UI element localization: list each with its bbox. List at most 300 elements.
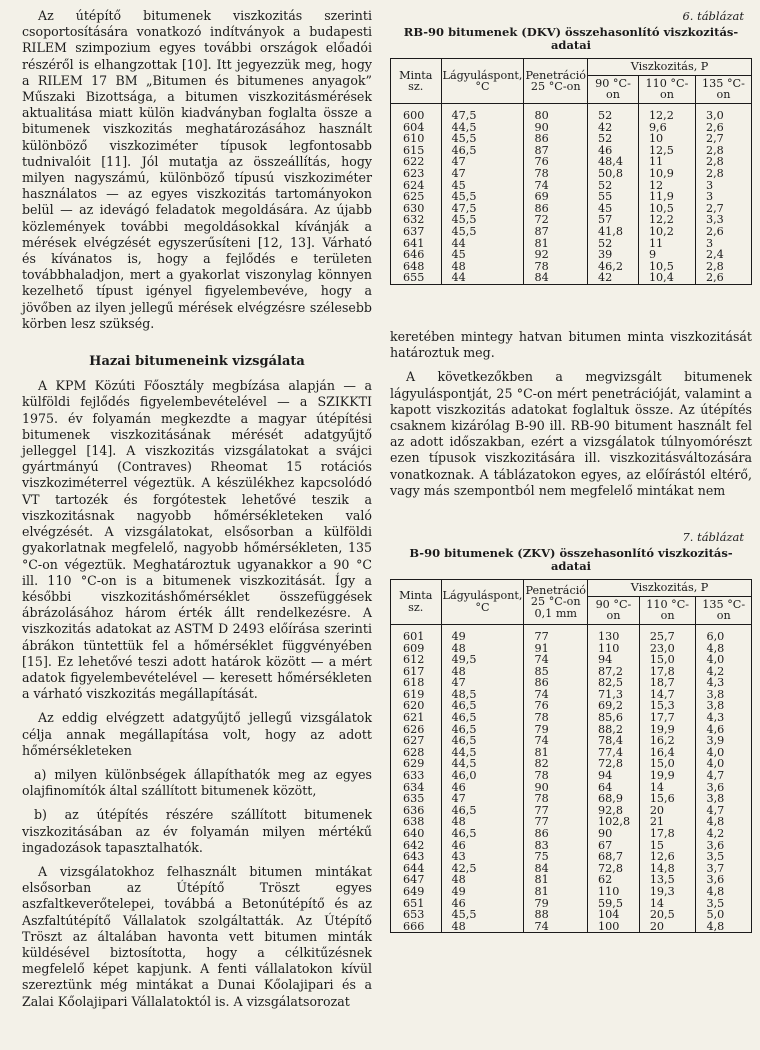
table-cell: 82	[524, 758, 588, 770]
table-cell: 20	[639, 805, 696, 817]
table-cell: 4,8	[696, 816, 752, 828]
table-cell: 2,7	[695, 203, 751, 215]
table-cell: 4,7	[696, 770, 752, 782]
table-cell: 3,6	[696, 874, 752, 886]
table-cell: 10	[638, 133, 695, 145]
table-row	[391, 168, 752, 180]
paragraph-kpm-assignment: A KPM Közúti Főosztály megbízása alapján — a külföldi fejlődés figyelembevételével — a SZIKKTI 1975. év folyamán megkezdte a magyar útépítési bitumenek viszkozitásának mérését adatgyűjtő jelleggel [14]. A viszkozitás vizsgálatokat a svájci gyártmányú (Contraves) Rheomat 15 rotációs viszkoziméterrel végeztük. A készülékhez kapcsolódó VT tartozék és forgótestek lehetővé teszik a viszkozitásnak nagyobb hőmérsékleteken való elvégzését. A vizsgálatokat, elsősorban a külföldi gyakorlatnak megfelelő, nagyobb hőmérsékleten, 135 °C-on végeztük. Meghatároztuk ugyanakkor a 90 °C ill. 110 °C-on is a bitumenek viszkozitását. Így a későbbi viszkozitáshőmérséklet összefüggések ábrázolásához három érték állt rendelkezésre. A viszkozitás adatokat az ASTM D 2493 előírása szerinti ábrákon tüntettük fel a hőmérséklet függvényében [15]. Ez lehetővé teszi adott határok között — a mért adatok figyelembevételével — keresett hőmérsékleten a várható viszkozitás megállapítását.	[22, 378, 372, 702]
table-cell: 21	[639, 816, 696, 828]
table-cell: 619	[391, 689, 442, 701]
table-cell: 110	[588, 886, 640, 898]
table-cell: 52	[588, 180, 639, 192]
table-6-header-penetracio: Penetráció 25 °C-on	[524, 59, 588, 104]
table-cell: 79	[524, 724, 588, 736]
table-cell: 3,3	[695, 214, 751, 226]
table-row	[391, 874, 752, 886]
table-row	[391, 624, 752, 642]
table-cell: 69	[524, 191, 588, 203]
table-cell: 62	[588, 874, 640, 886]
table-cell: 618	[391, 677, 442, 689]
table-row	[391, 666, 752, 678]
table-cell: 43	[441, 851, 524, 863]
table-cell: 46	[441, 898, 524, 910]
table-cell: 47	[441, 156, 524, 168]
section-heading: Hazai bitumeneink vizsgálata	[89, 354, 305, 370]
table-cell: 25,7	[639, 624, 696, 642]
table-cell: 4,8	[696, 921, 752, 933]
table-cell: 624	[391, 180, 442, 192]
table-6-header-110: 110 °C-on	[638, 75, 695, 103]
table-cell: 4,3	[696, 677, 752, 689]
table-row	[391, 758, 752, 770]
table-cell: 42,5	[441, 863, 524, 875]
table-cell: 52	[588, 133, 639, 145]
table-6-body	[391, 103, 752, 284]
table-6-title: RB-90 bitumenek (DKV) összehasonlító viszkozitás-adatai	[403, 25, 739, 53]
table-cell: 632	[391, 214, 442, 226]
table-row	[391, 840, 752, 852]
table-6-header-minta: Minta sz.	[391, 59, 442, 104]
table-cell: 92	[524, 249, 588, 261]
table-cell: 630	[391, 203, 442, 215]
table-cell: 4,2	[696, 828, 752, 840]
table-cell: 88,2	[588, 724, 640, 736]
table-cell: 14	[639, 898, 696, 910]
table-cell: 4,3	[696, 712, 752, 724]
table-row	[391, 214, 752, 226]
table-cell: 4,0	[696, 654, 752, 666]
table-cell: 46	[441, 840, 524, 852]
table-cell: 102,8	[588, 816, 640, 828]
table-cell: 80	[524, 103, 588, 121]
table-cell: 47,5	[441, 203, 524, 215]
table-cell: 3,8	[696, 700, 752, 712]
table-cell: 600	[391, 103, 442, 121]
table-cell: 2,6	[695, 122, 751, 134]
table-cell: 42	[588, 272, 639, 284]
table-cell: 4,6	[696, 724, 752, 736]
table-cell: 610	[391, 133, 442, 145]
table-cell: 604	[391, 122, 442, 134]
table-cell: 49	[441, 886, 524, 898]
table-cell: 45,5	[441, 909, 524, 921]
table-cell: 17,8	[639, 828, 696, 840]
paragraph-viscosity-grouping: Az útépítő bitumenek viszkozitás szerinti csoportosítására vonatkozó indítványok a budapesti RILEM szimpozium egyes további országok előadói részéről is elhangzottak [10]. Itt jegyezzük meg, hogy a RILEM 17 BM „Bitumen és bitumenes anyagok” Műszaki Bizottsága, a bitumen viszkozitásmérések aktualitása miatt külön kiadványban foglalta össze a bitumenek viszkozitás meghatározásához használt különböző viszkoziméter típusok legfontosabb tudnivalóit [11]. Jól mutatja az összeállítás, hogy milyen nagyszámú, különböző típusú viszkoziméter használatos — az egyes viszkozitás tartományokon belül — az idevágó feladatok megoldására. Az újabb közlemények további megoldásokkal kívánják a mérések elvégzését egyszerűsíteni [12, 13]. Várható és kívánatos is, hogy a fejlődés e területen továbbhaladjon, mert a gyakorlat viszonylag könnyen kezelhető típust igényel figyelembevéve, hogy a jövőben az ilyen jellegű mérések elvégzésre szélesebb körben lesz szükség.	[22, 8, 372, 331]
table-cell: 15,0	[639, 654, 696, 666]
table-6-number: 6. táblázat	[682, 9, 744, 23]
table-cell: 19,3	[639, 886, 696, 898]
table-cell: 72,8	[588, 758, 640, 770]
table-cell: 94	[588, 770, 640, 782]
table-cell: 77	[524, 805, 588, 817]
list-item-b: b) az útépítés részére szállított bitumenek viszkozitásában az év folyamán milyen mértékű ingadozások tapasztalhatók.	[22, 807, 372, 855]
table-cell: 74	[524, 654, 588, 666]
table-7-body	[391, 624, 752, 932]
table-cell: 67	[588, 840, 640, 852]
table-cell: 82,5	[588, 677, 640, 689]
table-cell: 46	[441, 782, 524, 794]
table-row	[391, 886, 752, 898]
table-6-header-135: 135 °C-on	[695, 75, 751, 103]
table-cell: 3,6	[696, 840, 752, 852]
table-row	[391, 180, 752, 192]
table-cell: 90	[588, 828, 640, 840]
table-cell: 48	[441, 643, 524, 655]
table-row	[391, 793, 752, 805]
table-cell: 46,5	[441, 712, 524, 724]
table-cell: 19,9	[639, 770, 696, 782]
table-cell: 666	[391, 921, 442, 933]
table-cell: 86	[524, 828, 588, 840]
table-cell: 44,5	[441, 122, 524, 134]
table-cell: 622	[391, 156, 442, 168]
table-cell: 3,9	[696, 735, 752, 747]
table-cell: 74	[524, 735, 588, 747]
table-cell: 11	[638, 238, 695, 250]
table-cell: 78	[524, 712, 588, 724]
table-cell: 15,3	[639, 700, 696, 712]
table-cell: 23,0	[639, 643, 696, 655]
table-cell: 41,8	[588, 226, 639, 238]
table-cell: 110	[588, 643, 640, 655]
table-row	[391, 735, 752, 747]
table-7	[390, 579, 752, 933]
table-cell: 76	[524, 700, 588, 712]
table-cell: 3,8	[696, 793, 752, 805]
table-cell: 12,2	[638, 103, 695, 121]
table-cell: 77	[524, 624, 588, 642]
table-cell: 11,9	[638, 191, 695, 203]
table-cell: 9	[638, 249, 695, 261]
table-cell: 74	[524, 921, 588, 933]
table-cell: 3,6	[696, 782, 752, 794]
table-cell: 18,7	[639, 677, 696, 689]
table-cell: 6,0	[696, 624, 752, 642]
table-cell: 5,0	[696, 909, 752, 921]
table-cell: 130	[588, 624, 640, 642]
table-row	[391, 689, 752, 701]
table-cell: 81	[524, 874, 588, 886]
table-cell: 49	[441, 624, 524, 642]
table-cell: 68,9	[588, 793, 640, 805]
table-row	[391, 145, 752, 157]
table-row	[391, 272, 752, 284]
table-cell: 20,5	[639, 909, 696, 921]
table-cell: 17,7	[639, 712, 696, 724]
table-7-header-90: 90 °C-on	[588, 596, 640, 624]
table-cell: 48	[441, 921, 524, 933]
table-cell: 634	[391, 782, 442, 794]
table-cell: 64	[588, 782, 640, 794]
table-cell: 46,5	[441, 724, 524, 736]
table-cell: 47	[441, 793, 524, 805]
table-cell: 46	[588, 145, 639, 157]
table-cell: 100	[588, 921, 640, 933]
table-7-header-110: 110 °C-on	[639, 596, 696, 624]
table-6-header-lagyulaspont: Lágyuláspont, °C	[441, 59, 524, 104]
table-cell: 78,4	[588, 735, 640, 747]
table-row	[391, 909, 752, 921]
table-row	[391, 103, 752, 121]
table-cell: 615	[391, 145, 442, 157]
table-7-header-minta: Minta sz.	[391, 580, 442, 625]
table-7-header-viszkozitas: Viszkozitás, P	[588, 580, 752, 597]
table-6-header-viszkozitas: Viszkozitás, P	[588, 59, 752, 76]
table-cell: 3	[695, 180, 751, 192]
table-row	[391, 747, 752, 759]
table-row	[391, 863, 752, 875]
table-cell: 642	[391, 840, 442, 852]
table-cell: 81	[524, 747, 588, 759]
table-cell: 74	[524, 689, 588, 701]
table-cell: 627	[391, 735, 442, 747]
table-cell: 79	[524, 898, 588, 910]
table-cell: 47	[441, 677, 524, 689]
table-cell: 88	[524, 909, 588, 921]
table-cell: 12	[638, 180, 695, 192]
table-cell: 612	[391, 654, 442, 666]
table-row	[391, 191, 752, 203]
table-row	[391, 851, 752, 863]
table-cell: 3,8	[696, 689, 752, 701]
table-cell: 83	[524, 840, 588, 852]
table-row	[391, 654, 752, 666]
table-cell: 2,8	[695, 145, 751, 157]
table-cell: 48	[441, 816, 524, 828]
table-row	[391, 226, 752, 238]
table-cell: 2,6	[695, 272, 751, 284]
table-cell: 46,5	[441, 828, 524, 840]
table-7-number: 7. táblázat	[682, 529, 744, 544]
table-cell: 48	[441, 874, 524, 886]
table-cell: 85	[524, 666, 588, 678]
table-cell: 2,8	[695, 156, 751, 168]
table-6-header-90: 90 °C-on	[588, 75, 639, 103]
table-cell: 617	[391, 666, 442, 678]
table-cell: 14,8	[639, 863, 696, 875]
table-cell: 75	[524, 851, 588, 863]
table-row	[391, 122, 752, 134]
table-cell: 633	[391, 770, 442, 782]
table-7-header-135: 135 °C-on	[696, 596, 752, 624]
table-row	[391, 712, 752, 724]
table-cell: 625	[391, 191, 442, 203]
table-cell: 609	[391, 643, 442, 655]
table-cell: 13,5	[639, 874, 696, 886]
table-cell: 16,4	[639, 747, 696, 759]
table-cell: 87,2	[588, 666, 640, 678]
table-cell: 11	[638, 156, 695, 168]
table-cell: 59,5	[588, 898, 640, 910]
table-cell: 47,5	[441, 103, 524, 121]
table-cell: 10,5	[638, 261, 695, 273]
table-cell: 50,8	[588, 168, 639, 180]
table-row	[391, 828, 752, 840]
table-cell: 10,2	[638, 226, 695, 238]
table-cell: 104	[588, 909, 640, 921]
table-cell: 87	[524, 226, 588, 238]
table-cell: 46,5	[441, 145, 524, 157]
table-cell: 84	[524, 863, 588, 875]
table-7-title: B-90 bitumenek (ZKV) összehasonlító viszkozitás-adatai	[409, 546, 733, 574]
table-cell: 16,2	[639, 735, 696, 747]
table-row	[391, 700, 752, 712]
table-cell: 78	[524, 770, 588, 782]
table-cell: 629	[391, 758, 442, 770]
table-cell: 19,9	[639, 724, 696, 736]
table-cell: 47	[441, 168, 524, 180]
table-cell: 9,6	[638, 122, 695, 134]
table-cell: 48,5	[441, 689, 524, 701]
table-cell: 10,4	[638, 272, 695, 284]
table-row	[391, 782, 752, 794]
table-cell: 4,8	[696, 886, 752, 898]
table-cell: 94	[588, 654, 640, 666]
table-cell: 69,2	[588, 700, 640, 712]
table-cell: 77	[524, 816, 588, 828]
table-cell: 45,5	[441, 133, 524, 145]
table-cell: 92,8	[588, 805, 640, 817]
table-row	[391, 724, 752, 736]
table-cell: 52	[588, 103, 639, 121]
table-cell: 3	[695, 238, 751, 250]
table-cell: 71,3	[588, 689, 640, 701]
table-cell: 45,5	[441, 214, 524, 226]
table-row	[391, 805, 752, 817]
table-cell: 91	[524, 643, 588, 655]
table-cell: 46,2	[588, 261, 639, 273]
table-cell: 649	[391, 886, 442, 898]
table-cell: 46,5	[441, 700, 524, 712]
table-cell: 45,5	[441, 191, 524, 203]
table-cell: 653	[391, 909, 442, 921]
table-cell: 86	[524, 133, 588, 145]
table-cell: 46,0	[441, 770, 524, 782]
table-cell: 45	[441, 180, 524, 192]
table-cell: 14	[639, 782, 696, 794]
table-cell: 4,8	[696, 643, 752, 655]
table-row	[391, 203, 752, 215]
table-cell: 86	[524, 203, 588, 215]
table-row	[391, 770, 752, 782]
table-cell: 638	[391, 816, 442, 828]
table-cell: 44,5	[441, 747, 524, 759]
table-row	[391, 898, 752, 910]
table-row	[391, 921, 752, 933]
table-cell: 3,0	[695, 103, 751, 121]
table-cell: 20	[639, 921, 696, 933]
table-cell: 637	[391, 226, 442, 238]
table-row	[391, 238, 752, 250]
table-cell: 641	[391, 238, 442, 250]
table-cell: 90	[524, 122, 588, 134]
table-cell: 3,5	[696, 851, 752, 863]
table-cell: 68,7	[588, 851, 640, 863]
table-cell: 621	[391, 712, 442, 724]
table-cell: 3,7	[696, 863, 752, 875]
table-cell: 86	[524, 677, 588, 689]
table-row	[391, 816, 752, 828]
table-cell: 2,6	[695, 226, 751, 238]
table-cell: 15	[639, 840, 696, 852]
table-cell: 90	[524, 782, 588, 794]
table-cell: 3	[695, 191, 751, 203]
table-cell: 49,5	[441, 654, 524, 666]
table-cell: 45,5	[441, 226, 524, 238]
table-cell: 78	[524, 261, 588, 273]
table-7-header-penetracio: Penetráció 25 °C-on 0,1 mm	[524, 580, 588, 625]
table-cell: 640	[391, 828, 442, 840]
table-cell: 4,0	[696, 747, 752, 759]
paragraph-samples: A vizsgálatokhoz felhasznált bitumen mintákat elsősorban az Útépítő Tröszt egyes aszfaltkeverőtelepei, továbbá a Betonútépítő és az Aszfaltútépítő Vállalatok szolgáltatták. Az Útépítő Tröszt az általában havonta vett bitumen minták küldésével biztosította, hogy a célkitűzésnek megfelelő képet kapjunk. A fenti vállalatokon kívül szereztünk még mintákat a Dunai Kőolajipari és a Zalai Kőolajipari Vállalatoktól is. A vizsgálatsorozat	[22, 863, 372, 1009]
table-cell: 626	[391, 724, 442, 736]
table-cell: 655	[391, 272, 442, 284]
table-cell: 12,6	[639, 851, 696, 863]
paragraph-sixty-samples: keretében mintegy hatvan bitumen minta viszkozitását határoztuk meg.	[390, 328, 752, 361]
table-cell: 15,6	[639, 793, 696, 805]
table-cell: 48	[441, 261, 524, 273]
table-cell: 85,6	[588, 712, 640, 724]
table-cell: 44	[441, 272, 524, 284]
table-cell: 72	[524, 214, 588, 226]
table-cell: 4,2	[696, 666, 752, 678]
table-cell: 651	[391, 898, 442, 910]
table-cell: 15,0	[639, 758, 696, 770]
table-7-header-lagyulaspont: Lágyuláspont, °C	[441, 580, 524, 625]
table-row	[391, 156, 752, 168]
table-cell: 84	[524, 272, 588, 284]
table-cell: 76	[524, 156, 588, 168]
left-column	[22, 8, 372, 1010]
table-cell: 72,8	[588, 863, 640, 875]
table-row	[391, 261, 752, 273]
table-cell: 601	[391, 624, 442, 642]
table-row	[391, 643, 752, 655]
table-cell: 4,7	[696, 805, 752, 817]
table-cell: 3,5	[696, 898, 752, 910]
table-cell: 44	[441, 238, 524, 250]
table-row	[391, 249, 752, 261]
right-column	[390, 8, 752, 933]
table-cell: 10,5	[638, 203, 695, 215]
table-cell: 52	[588, 238, 639, 250]
table-cell: 623	[391, 168, 442, 180]
table-cell: 12,5	[638, 145, 695, 157]
table-cell: 44,5	[441, 758, 524, 770]
table-6	[390, 58, 752, 285]
table-cell: 647	[391, 874, 442, 886]
list-item-a: a) milyen különbségek állapíthatók meg az egyes olajfinomítók által szállított bitumenek között,	[22, 766, 372, 799]
table-cell: 45	[588, 203, 639, 215]
table-cell: 17,8	[639, 666, 696, 678]
table-cell: 2,8	[695, 261, 751, 273]
table-cell: 78	[524, 793, 588, 805]
table-cell: 39	[588, 249, 639, 261]
table-cell: 2,7	[695, 133, 751, 145]
table-cell: 81	[524, 886, 588, 898]
table-cell: 620	[391, 700, 442, 712]
table-cell: 2,8	[695, 168, 751, 180]
table-cell: 48,4	[588, 156, 639, 168]
table-cell: 42	[588, 122, 639, 134]
table-cell: 635	[391, 793, 442, 805]
table-cell: 648	[391, 261, 442, 273]
table-cell: 628	[391, 747, 442, 759]
table-row	[391, 133, 752, 145]
table-cell: 2,4	[695, 249, 751, 261]
table-cell: 636	[391, 805, 442, 817]
table-cell: 57	[588, 214, 639, 226]
